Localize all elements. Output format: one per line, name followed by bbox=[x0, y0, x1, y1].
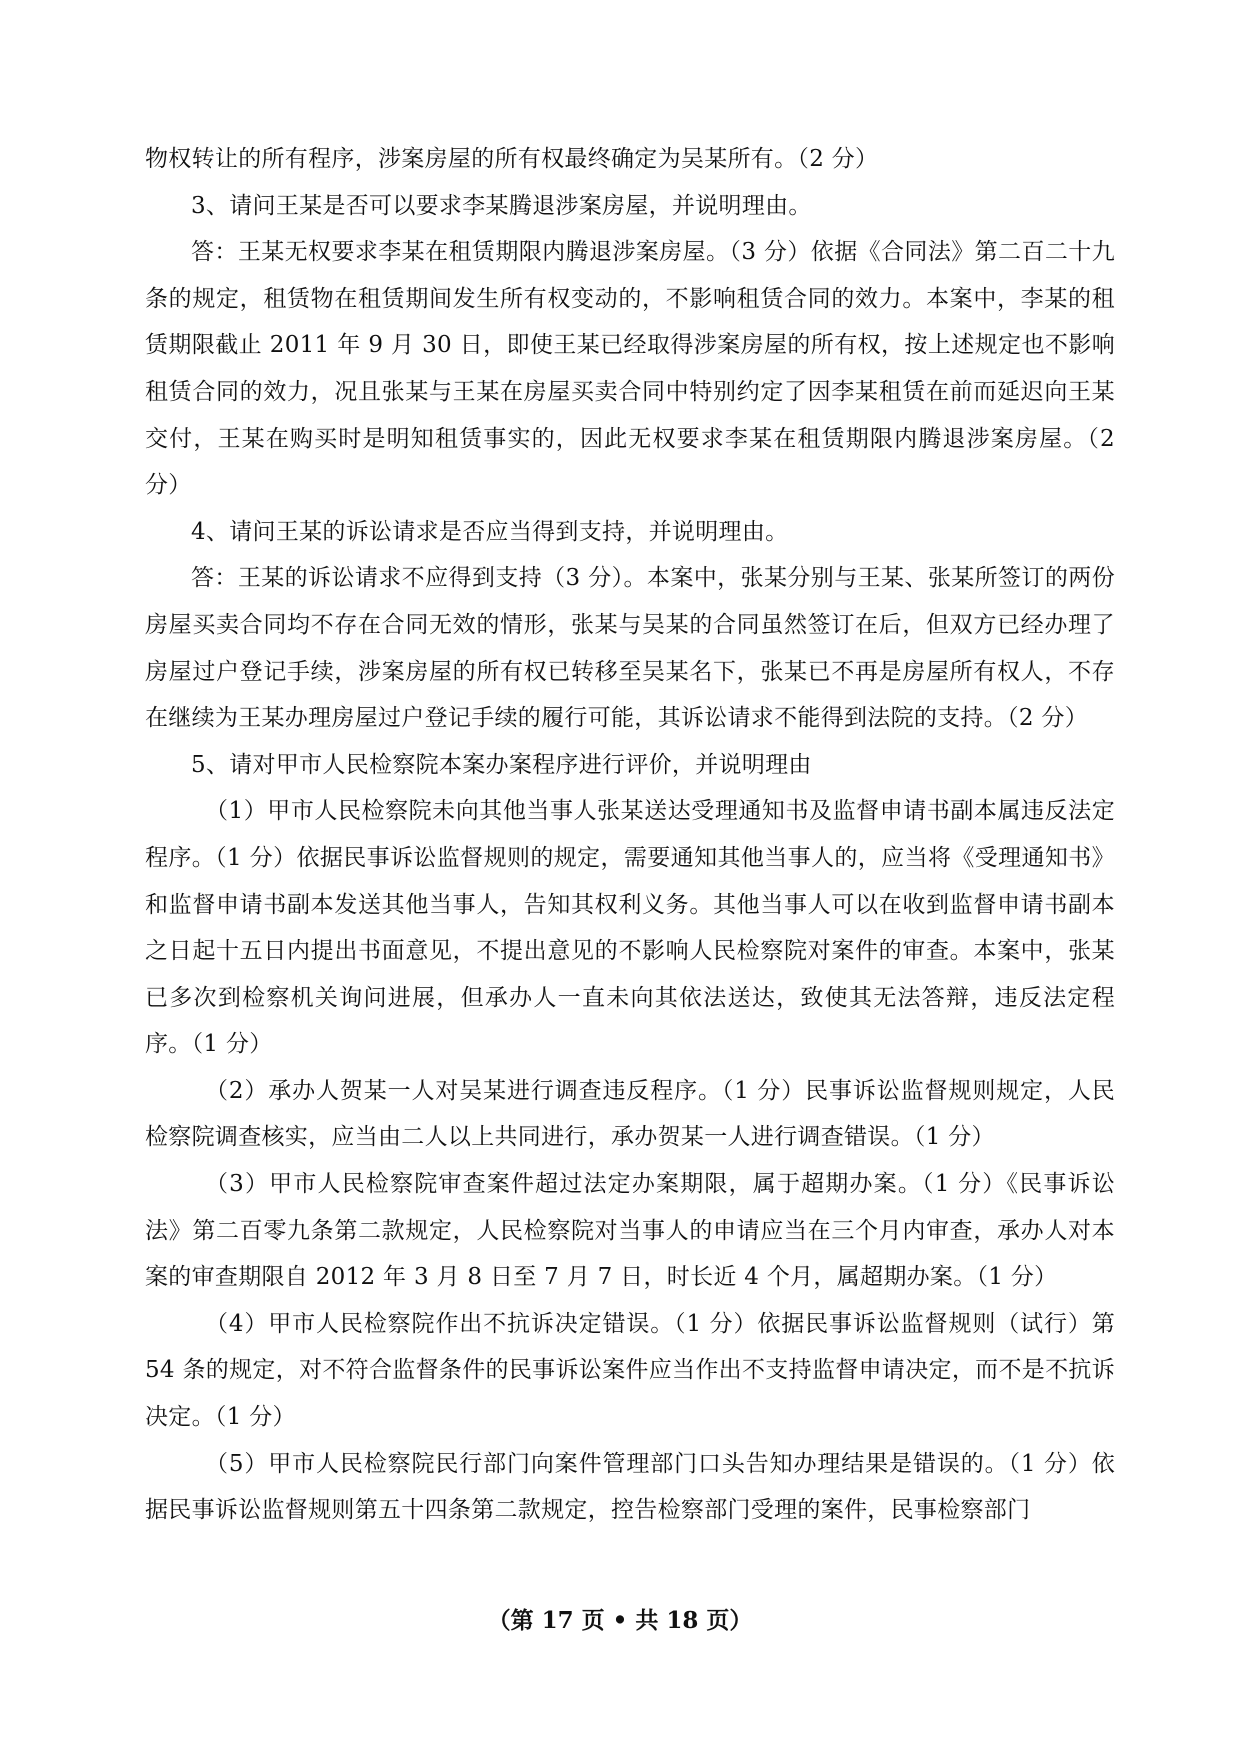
answer-5-item-5: （5）甲市人民检察院民行部门向案件管理部门口头告知办理结果是错误的。（1 分）依据民事诉讼监督规则第五十四条第二款规定，控告检察部门受理的案件，民事检察部门 bbox=[145, 1450, 1115, 1524]
answer-4: 答：王某的诉讼请求不应得到支持（3 分）。本案中，张某分别与王某、张某所签订的两份房屋买卖合同均不存在合同无效的情形，张某与吴某的合同虽然签订在后，但双方已经办理了房屋过户登记手续，涉案房屋的所有权已转移至吴某名下，张某已不再是房屋所有权人，不存在继续为王某办理房屋过户登记手续的履行可能，其诉讼请求不能得到法院的支持。（2 分） bbox=[145, 565, 1115, 732]
answer-5-item-3: （3）甲市人民检察院审查案件超过法定办案期限，属于超期办案。（1 分）《民事诉讼法》第二百零九条第二款规定，人民检察院对当事人的申请应当在三个月内审查，承办人对本案的审查期限自 2012 年 3 月 8 日至 7 月 7 日，时长近 4 个月，属超期办案。（1 分） bbox=[145, 1171, 1115, 1291]
document-body bbox=[145, 136, 1115, 1534]
page-number-footer: （第 17 页 • 共 18 页） bbox=[487, 1607, 753, 1634]
answer-3: 答：王某无权要求李某在租赁期限内腾退涉案房屋。（3 分）依据《合同法》第二百二十九条的规定，租赁物在租赁期间发生所有权变动的，不影响租赁合同的效力。本案中，李某的租赁期限截止 2011 年 9 月 30 日，即使王某已经取得涉案房屋的所有权，按上述规定也不影响租赁合同的效力，况且张某与王某在房屋买卖合同中特别约定了因李某租赁在前而延迟向王某交付，王某在购买时是明知租赁事实的，因此无权要求李某在租赁期限内腾退涉案房屋。（2 分） bbox=[145, 239, 1115, 499]
question-3: 3、请问王某是否可以要求李某腾退涉案房屋，并说明理由。 bbox=[191, 192, 812, 219]
question-5: 5、请对甲市人民检察院本案办案程序进行评价，并说明理由 bbox=[191, 751, 812, 778]
answer-5-item-2: （2）承办人贺某一人对吴某进行调查违反程序。（1 分）民事诉讼监督规则规定，人民检察院调查核实，应当由二人以上共同进行，承办贺某一人进行调查错误。（1 分） bbox=[145, 1077, 1115, 1151]
paragraph-continuation: 物权转让的所有程序，涉案房屋的所有权最终确定为吴某所有。（2 分） bbox=[145, 146, 879, 172]
question-4: 4、请问王某的诉讼请求是否应当得到支持，并说明理由。 bbox=[191, 518, 789, 545]
answer-5-item-4: （4）甲市人民检察院作出不抗诉决定错误。（1 分）依据民事诉讼监督规则（试行）第 54 条的规定，对不符合监督条件的民事诉讼案件应当作出不支持监督申请决定，而不是不抗诉决定。（1 分） bbox=[145, 1310, 1115, 1431]
answer-5-item-1: （1）甲市人民检察院未向其他当事人张某送达受理通知书及监督申请书副本属违反法定程序。（1 分）依据民事诉讼监督规则的规定，需要通知其他当事人的，应当将《受理通知书》和监督申请书副本发送其他当事人，告知其权利义务。其他当事人可以在收到监督申请书副本之日起十五日内提出书面意见，不提出意见的不影响人民检察院对案件的审查。本案中，张某已多次到检察机关询问进展，但承办人一直未向其依法送达，致使其无法答辩，违反法定程序。（1 分） bbox=[145, 798, 1115, 1058]
